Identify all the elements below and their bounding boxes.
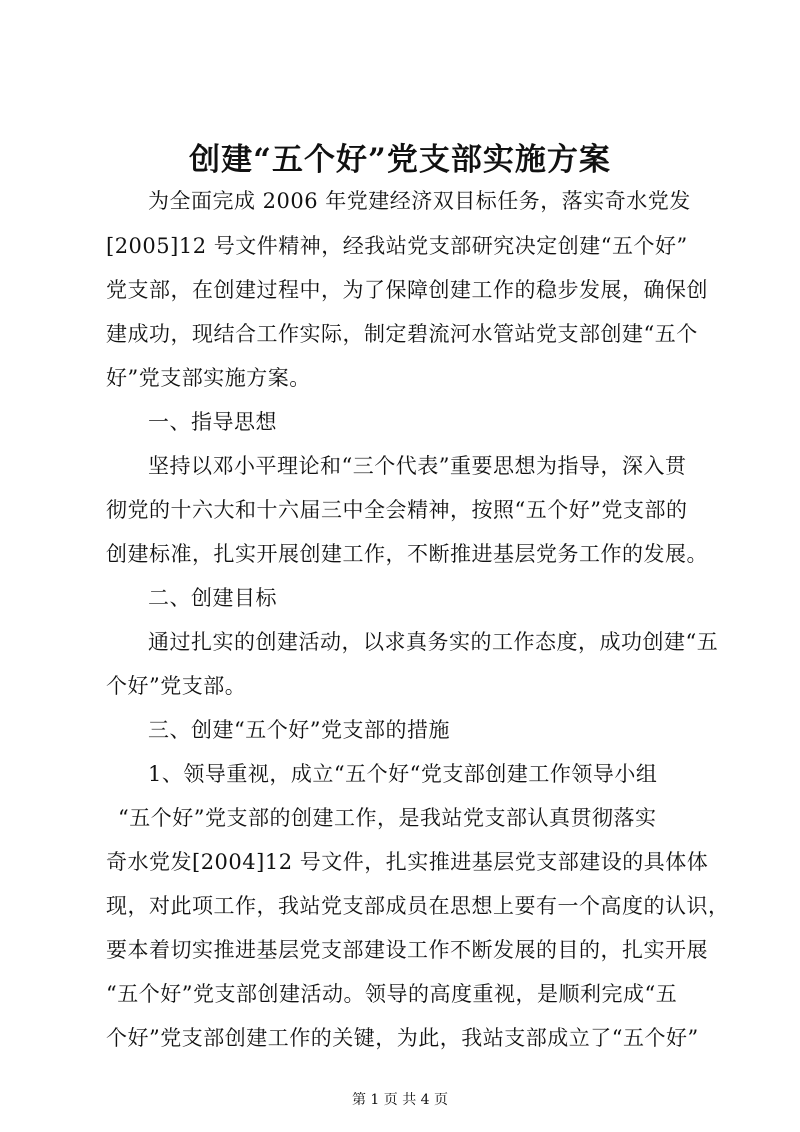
body-line: 个好”党支部创建工作的关键，为此，我站支部成立了“五个好”	[106, 1026, 699, 1050]
body-line: 通过扎实的创建活动，以求真务实的工作态度，成功创建“五	[148, 630, 719, 654]
body-line: 要本着切实推进基层党支部建设工作不断发展的目的，扎实开展	[106, 938, 708, 962]
page-footer: 第 1 页 共 4 页	[351, 1092, 449, 1108]
body-line: “五个好”党支部创建活动。领导的高度重视，是顺利完成“五	[106, 982, 678, 1006]
body-line: 为全面完成 2006 年党建经济双目标任务，落实奇水党发	[148, 189, 691, 213]
body-line: 个好”党支部。	[106, 674, 247, 698]
section-heading: 一、指导思想	[148, 410, 277, 434]
body-line: 奇水党发[2004]12 号文件，扎实推进基层党支部建设的具体体	[106, 850, 709, 874]
body-line: 创建标准，扎实开展创建工作，不断推进基层党务工作的发展。	[106, 542, 708, 566]
body-line: 好”党支部实施方案。	[106, 366, 311, 390]
subsection-heading: 1、领导重视，成立“五个好“党支部创建工作领导小组	[148, 762, 658, 786]
body-line: 彻党的十六大和十六届三中全会精神，按照“五个好”党支部的	[106, 498, 688, 522]
body-line: 坚持以邓小平理论和“三个代表”重要思想为指导，深入贯	[148, 454, 687, 478]
body-line: [2005]12 号文件精神，经我站党支部研究决定创建“五个好”	[106, 234, 688, 258]
section-heading: 三、创建“五个好”党支部的措施	[148, 718, 450, 742]
document-title: 创建“五个好”党支部实施方案	[189, 142, 611, 178]
body-line: 党支部，在创建过程中，为了保障创建工作的稳步发展，确保创	[106, 278, 708, 302]
body-line: 现，对此项工作，我站党支部成员在思想上要有一个高度的认识，	[106, 894, 730, 918]
body-line: 建成功，现结合工作实际，制定碧流河水管站党支部创建“五个	[106, 322, 698, 346]
section-heading: 二、创建目标	[148, 586, 277, 610]
body-line: “五个好”党支部的创建工作，是我站党支部认真贯彻落实	[118, 806, 657, 830]
